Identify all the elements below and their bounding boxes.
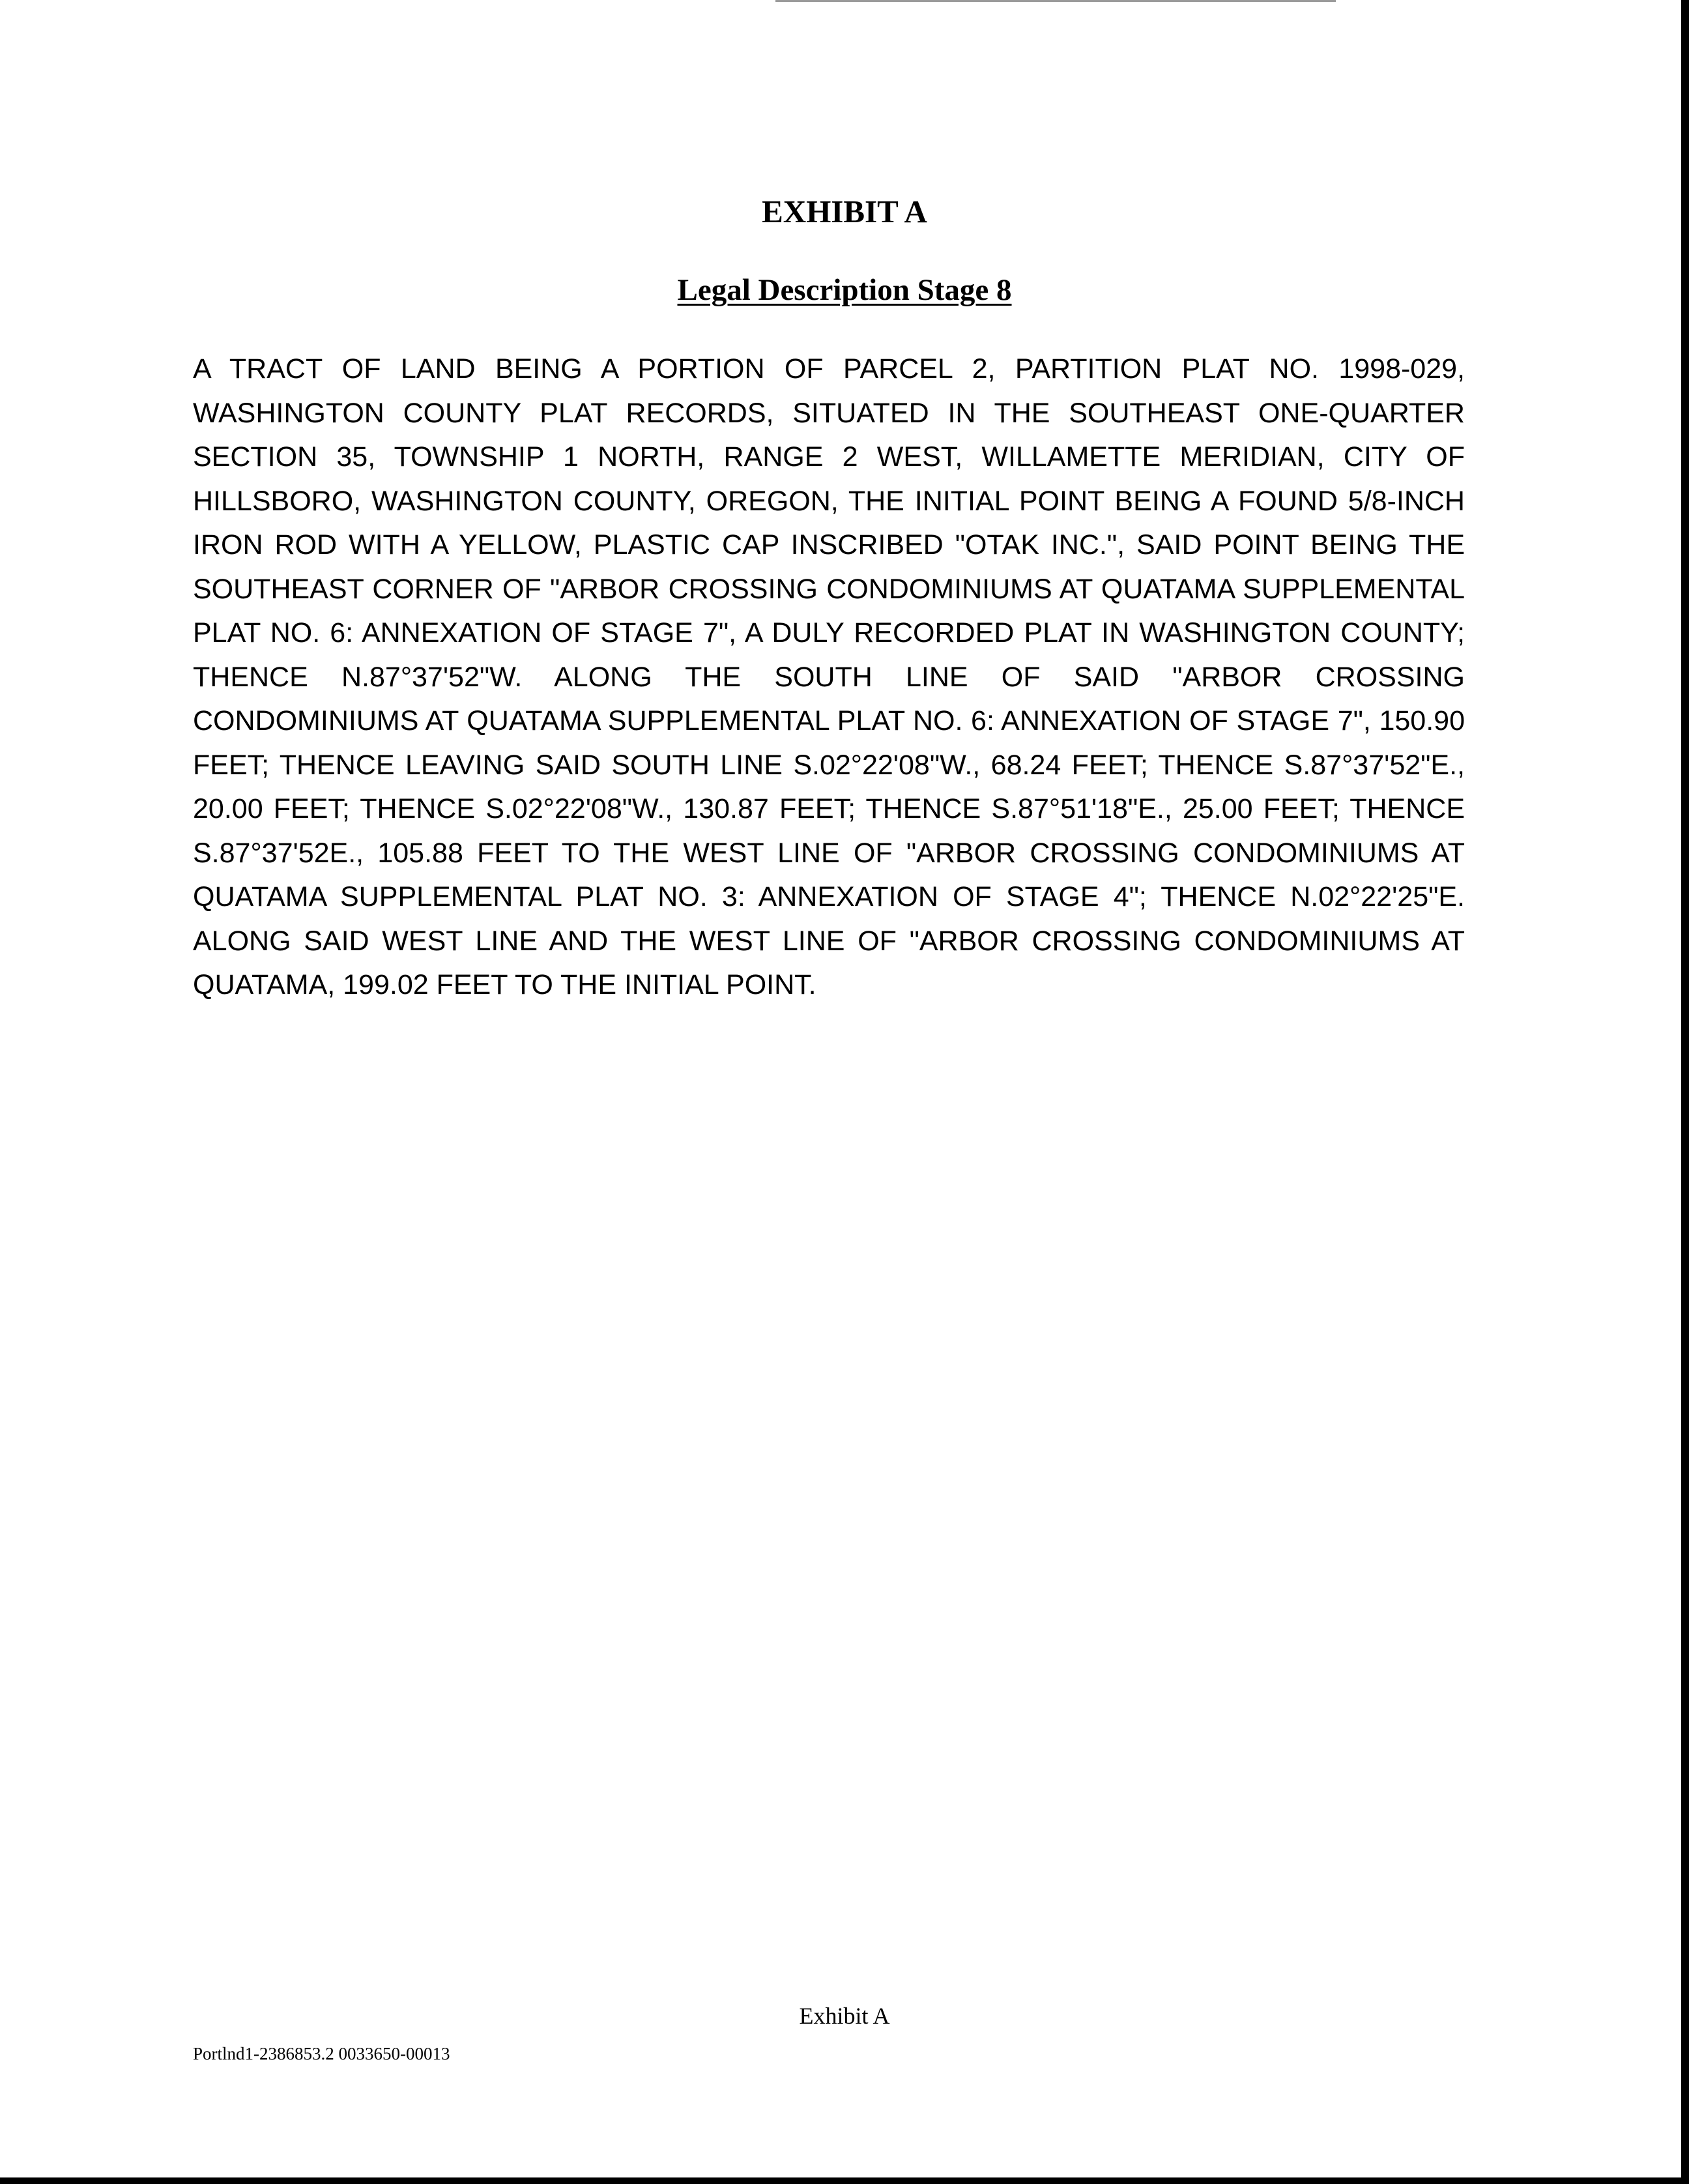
- exhibit-title: EXHIBIT A: [762, 194, 927, 229]
- scan-edge-right: [1681, 0, 1689, 2184]
- legal-description-heading-text: Legal Description Stage 8: [677, 273, 1012, 307]
- footer-document-id: Portlnd1-2386853.2 0033650-00013: [193, 2044, 450, 2063]
- legal-description-heading: [0, 272, 1689, 308]
- footer-exhibit-label: Exhibit A: [799, 2003, 890, 2029]
- scan-edge-top: [775, 0, 1336, 2]
- legal-description-body: A TRACT OF LAND BEING A PORTION OF PARCEL 2, PARTITION PLAT NO. 1998-029, WASHINGTON COUNTY PLAT RECORDS, SITUATED IN THE SOUTHEAST ONE-QUARTER SECTION 35, TOWNSHIP 1 NORTH, RANGE 2 WEST, WILLAMETTE MERIDIAN, CITY OF HILLSBORO, WASHINGTON COUNTY, OREGON, THE INITIAL POINT BEING A FOUND 5/8-INCH IRON ROD WITH A YELLOW, PLASTIC CAP INSCRIBED "OTAK INC.", SAID POINT BEING THE SOUTHEAST CORNER OF "ARBOR CROSSING CONDOMINIUMS AT QUATAMA SUPPLEMENTAL PLAT NO. 6: ANNEXATION OF STAGE 7", A DULY RECORDED PLAT IN WASHINGTON COUNTY; THENCE N.87°37'52"W. ALONG THE SOUTH LINE OF SAID "ARBOR CROSSING CONDOMINIUMS AT QUATAMA SUPPLEMENTAL PLAT NO. 6: ANNEXATION OF STAGE 7", 150.90 FEET; THENCE LEAVING SAID SOUTH LINE S.02°22'08"W., 68.24 FEET; THENCE S.87°37'52"E., 20.00 FEET; THENCE S.02°22'08"W., 130.87 FEET; THENCE S.87°51'18"E., 25.00 FEET; THENCE S.87°37'52E., 105.88 FEET TO THE WEST LINE OF "ARBOR CROSSING CONDOMINIUMS AT QUATAMA SUPPLEMENTAL PLAT NO. 3: ANNEXATION OF STAGE 4"; THENCE N.02°22'25"E. ALONG SAID WEST LINE AND THE WEST LINE OF "ARBOR CROSSING CONDOMINIUMS AT QUATAMA, 199.02 FEET TO THE INITIAL POINT.: [193, 353, 1465, 1000]
- scan-edge-bottom: [0, 2177, 1689, 2184]
